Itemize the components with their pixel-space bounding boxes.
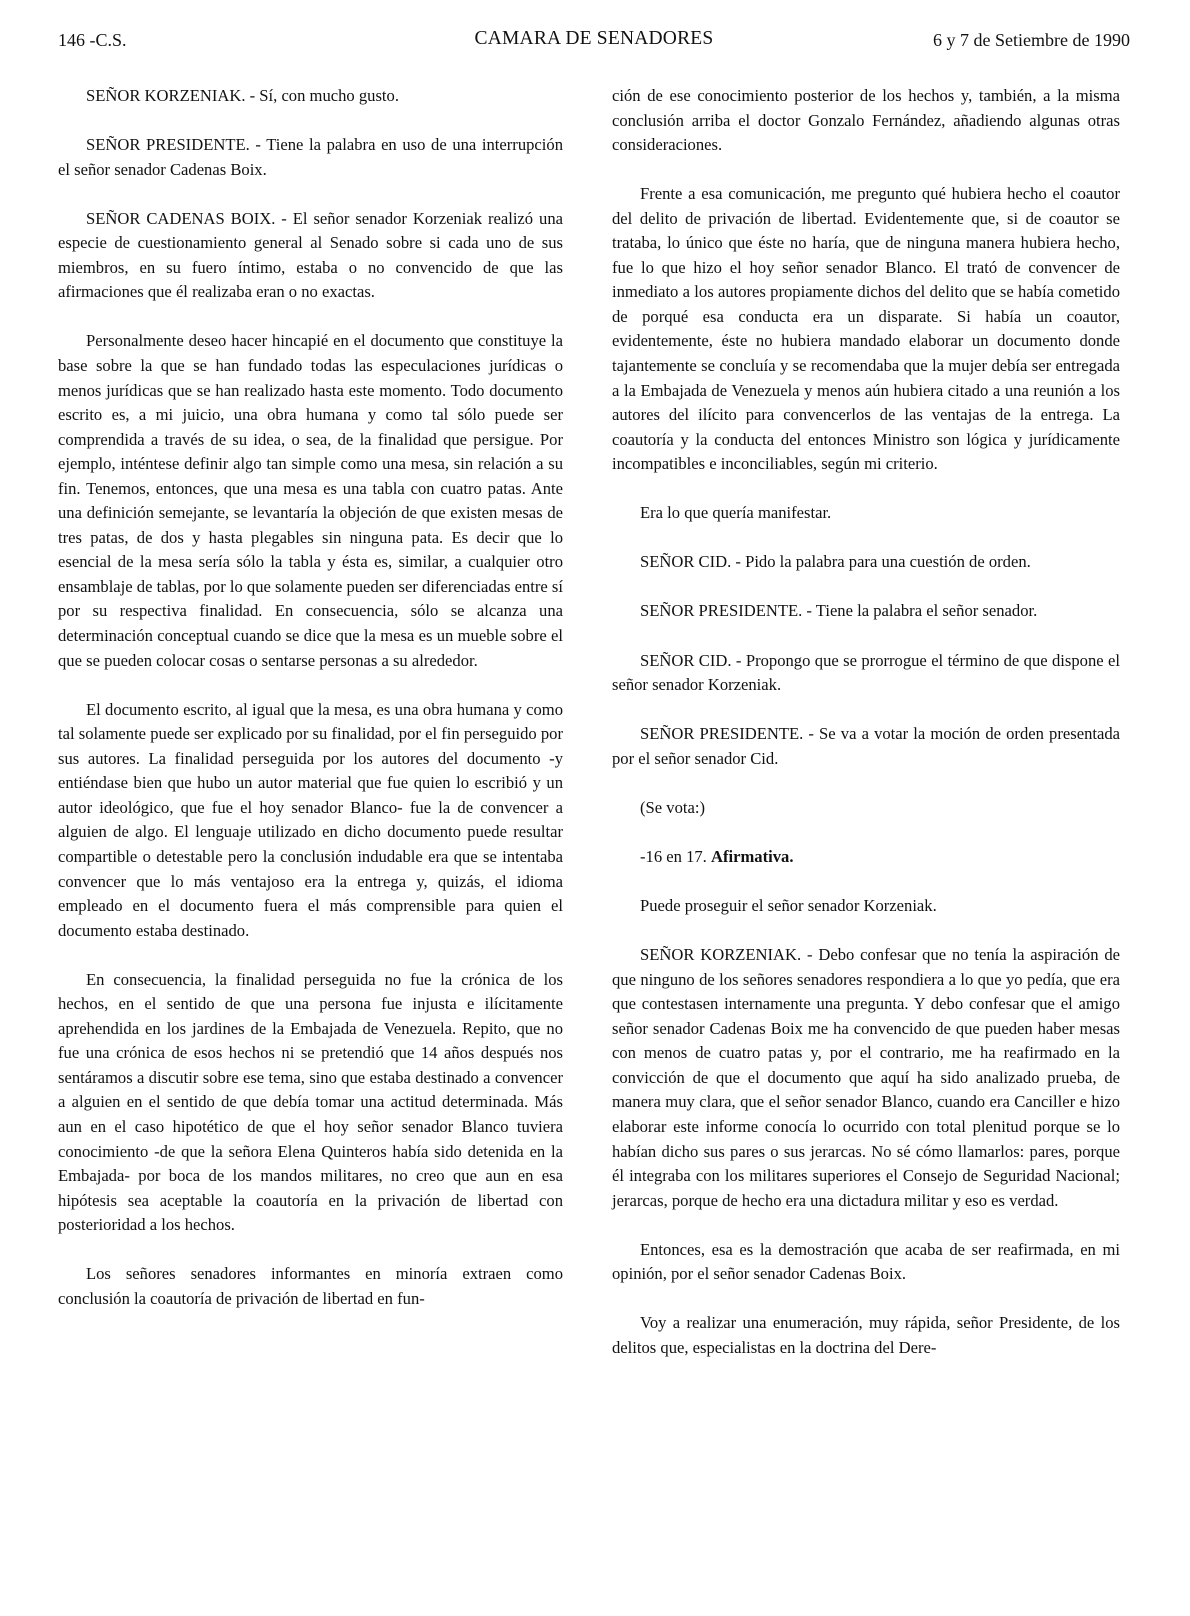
paragraph: Puede proseguir el señor senador Korzeniak.: [640, 896, 937, 916]
vote-notice: (Se vota:): [640, 797, 705, 817]
vote-count: -16 en 17.: [640, 846, 707, 866]
paragraph: Voy a realizar una enumeración, muy rápida, señor Presidente, de los delitos que, especialistas en la doctrina del Dere-: [612, 1313, 1120, 1357]
session-date: 6 y 7 de Setiembre de 1990: [933, 30, 1130, 50]
paragraph: El documento escrito, al igual que la mesa, es una obra humana y como tal solamente puede ser explicado por su finalidad, por el fin perseguido por sus autores. La finalidad perseguida por los autores del documento -y entiéndase bien que hubo un autor material que fue quien lo escribió y un autor ideológico, que fue el hoy senador Blanco- fue la de convencer a alguien de algo. El lenguaje utilizado en dicho documento puede resultar compartible o detestable pero la conclusión indudable era que se intentaba convencer que lo más ventajoso era la entrega y, quizás, el idioma empleado en el documento fuera el más comprensible para quien el documento estaba destinado.: [58, 699, 563, 940]
paragraph: Frente a esa comunicación, me pregunto qué hubiera hecho el coautor del delito de privación de libertad. Evidentemente que, si de coautor se trataba, lo único que éste no haría, que de ninguna manera hubiera hecho, fue lo que hizo el hoy señor senador Blanco. El trató de convencer de inmediato a los autores propiamente dichos del delito que se había cometido de porqué esa conducta era un disparate. Si había un coautor, evidentemente, éste no hubiera mandado elaborar un documento donde tajantemente se concluía y se recomendaba que la mujer debía ser entregada a la Embajada de Venezuela y menos aún hubiera citado a una reunión a los autores del ilícito para convencerlos de las ventajas de la entrega. La coautoría y la conducta del entonces Ministro son lógica y jurídicamente incompatibles e inconciliables, según mi criterio.: [612, 184, 1120, 474]
paragraph: Era lo que quería manifestar.: [640, 503, 832, 523]
vote-result: Afirmativa.: [710, 846, 794, 866]
left-column: [58, 84, 563, 1311]
page-header: [58, 30, 1130, 56]
right-column: [612, 84, 1120, 1360]
paragraph: En consecuencia, la finalidad perseguida no fue la crónica de los hechos, en el sentido de que una persona fue injusta e ilícitamente aprehendida en los jardines de la Embajada de Venezuela. Repito, que no fue una crónica de esos hechos ni se pretendió que 14 años después nos sentáramos a discutir sobre ese tema, sino que estaba destinado a convencer a alguien en el sentido de que debía tomar una actitud determinada. Más aun en el caso hipotético de que el hoy señor senador Blanco tuviera conocimiento -de que la señora Elena Quinteros había sido detenida en la Embajada- por boca de los mandos militares, no creo que aun en esa hipótesis sea aceptable la coautoría en la privación de libertad con posterioridad a los hechos.: [58, 969, 563, 1235]
paragraph: SEÑOR PRESIDENTE. - Se va a votar la moción de orden presentada por el señor senador Cid.: [612, 724, 1120, 768]
vote-result-line: [612, 845, 1120, 870]
page-number: 146 -C.S.: [58, 30, 127, 50]
paragraph-continuation: ción de ese conocimiento posterior de los hechos y, también, a la misma conclusión arriba el doctor Gonzalo Fernández, añadiendo algunas otras consideraciones.: [612, 86, 1120, 155]
paragraph: SEÑOR CADENAS BOIX. - El señor senador Korzeniak realizó una especie de cuestionamiento general al Senado sobre si cada uno de sus miembros, en su fuero íntimo, estaba o no convencido de que las afirmaciones que él realizaba eran o no exactas.: [58, 208, 563, 302]
paragraph: SEÑOR PRESIDENTE. - Tiene la palabra el señor senador.: [640, 601, 1038, 621]
paragraph: Personalmente deseo hacer hincapié en el documento que constituye la base sobre la que se han fundado todas las especulaciones jurídicas o menos jurídicas que se han realizado hasta este momento. Todo documento escrito es, a mi juicio, una obra humana y como tal sólo puede ser comprendida a través de su idea, o sea, de la finalidad que persigue. Por ejemplo, inténtese definir algo tan simple como una mesa, sin relación a su fin. Tenemos, entonces, que una mesa es una tabla con cuatro patas. Ante una definición semejante, se levantaría la objeción de que existen mesas de tres patas, de dos y hasta plegables sin ninguna pata. Es decir que lo esencial de la mesa sería sólo la tabla y ésta es, similar, a cualquier otro ensamblaje de tablas, por lo que solamente pueden ser diferenciadas entre sí por su respectiva finalidad. En consecuencia, sólo se alcanza una determinación conceptual cuando se dice que la mesa es un mueble sobre el que se pueden colocar cosas o sentarse personas a su alrededor.: [58, 331, 563, 670]
paragraph: Entonces, esa es la demostración que acaba de ser reafirmada, en mi opinión, por el señor senador Cadenas Boix.: [612, 1239, 1120, 1284]
page-title: CAMARA DE SENADORES: [474, 28, 714, 49]
paragraph: SEÑOR CID. - Pido la palabra para una cuestión de orden.: [640, 552, 1031, 572]
paragraph: SEÑOR KORZENIAK. - Debo confesar que no tenía la aspiración de que ninguno de los señores senadores respondiera a lo que yo pedía, que era que contestasen internamente una pregunta. Y debo confesar que el amigo señor senador Cadenas Boix me ha convencido de que pueden haber mesas con menos de cuatro patas y, por el contrario, me ha reafirmado en la convicción de que el documento que aquí ha sido analizado prueba, de manera muy clara, que el señor senador Blanco, cuando era Canciller e hizo elaborar este informe conocía lo ocurrido con total plenitud porque se lo habían dicho sus pares o sus jerarcas. No sé cómo llamarlos: pares, porque él integraba con los militares superiores el Consejo de Seguridad Nacional; jerarcas, porque de hecho era una dictadura militar y eso es verdad.: [612, 945, 1120, 1210]
paragraph: SEÑOR CID. - Propongo que se prorrogue el término de que dispone el señor senador Korzeniak.: [612, 650, 1120, 695]
paragraph: Los señores senadores informantes en minoría extraen como conclusión la coautoría de privación de libertad en fun-: [58, 1264, 563, 1308]
paragraph: SEÑOR KORZENIAK. - Sí, con mucho gusto.: [86, 86, 399, 105]
paragraph: SEÑOR PRESIDENTE. - Tiene la palabra en uso de una interrupción el señor senador Cadenas Boix.: [58, 135, 563, 179]
